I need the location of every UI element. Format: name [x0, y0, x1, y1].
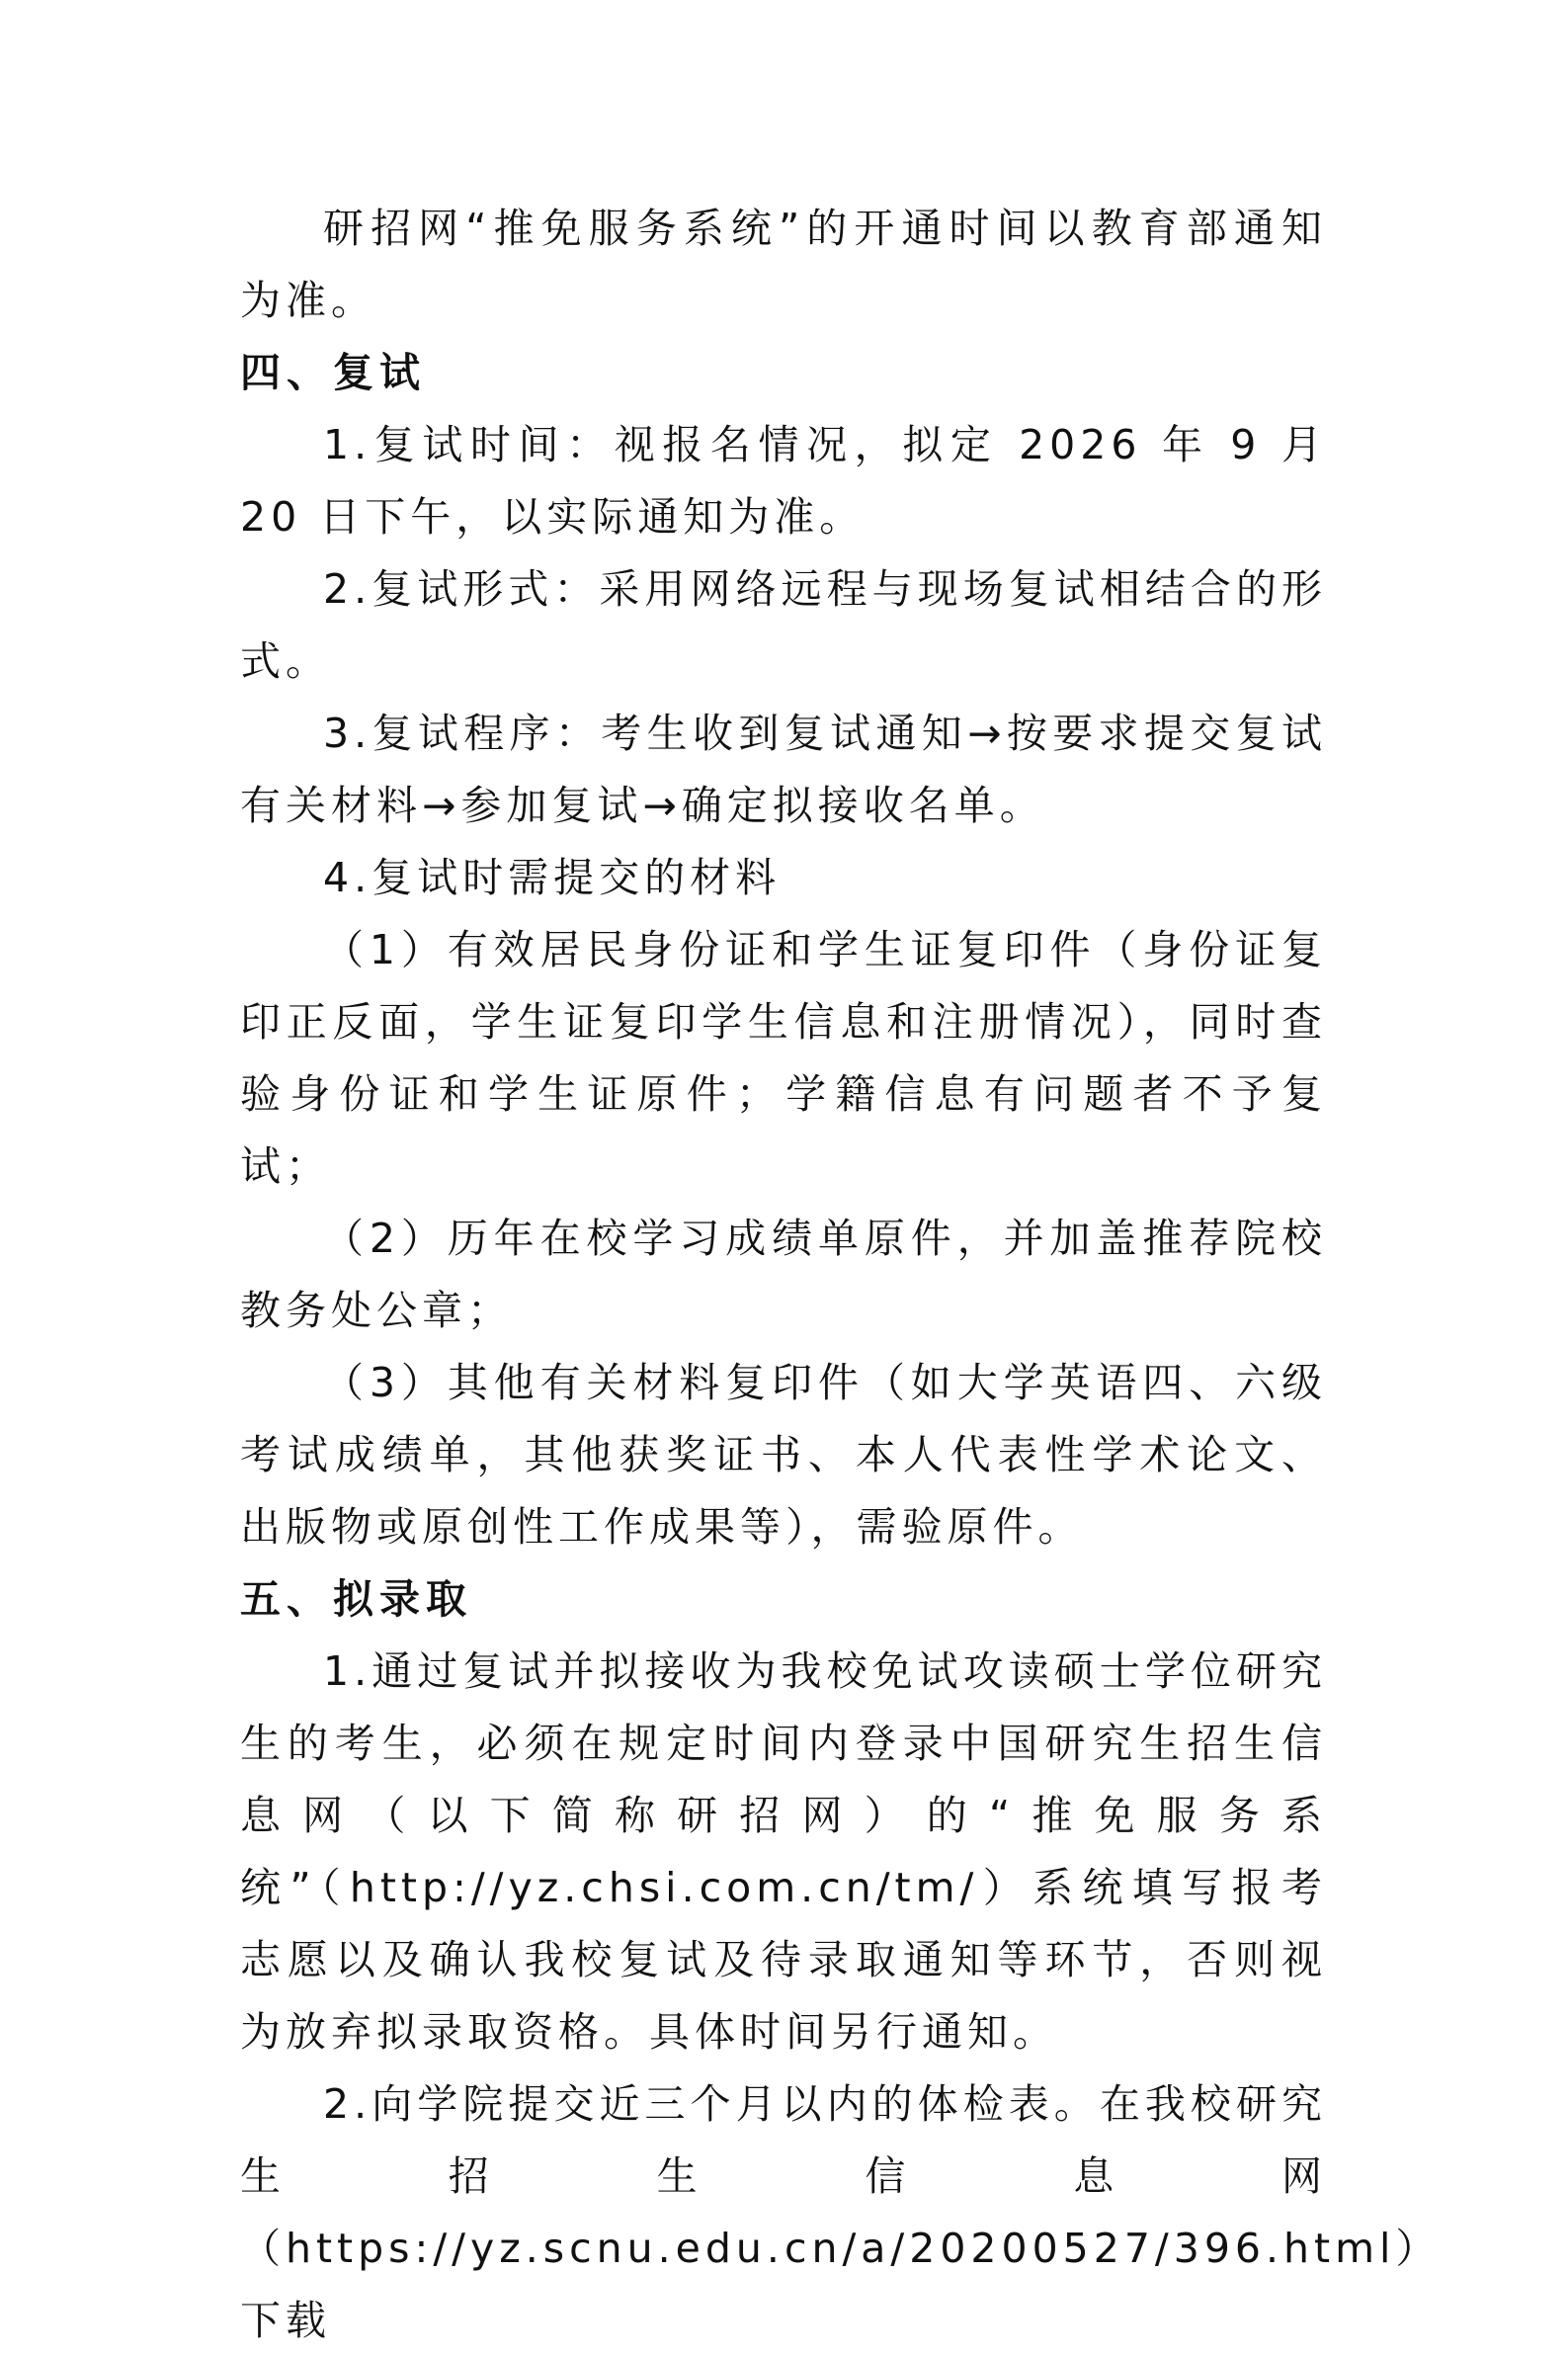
- paragraph-retest-format: 2.复试形式：采用网络远程与现场复试相结合的形式。: [240, 565, 1327, 685]
- section-heading-admission: 五、拟录取: [240, 1575, 472, 1623]
- document-body: [240, 193, 1442, 2357]
- paragraph-admission-1: 1.通过复试并拟接收为我校免试攻读硕士学位研究生的考生，必须在规定时间内登录中国研究生招生信息网（以下简称研招网）的“推免服务系统”（http://yz.chsi.com.cn/tm/）系统填写报考志愿以及确认我校复试及待录取通知等环节，否则视为放弃拟录取资格。具体时间另行通知。: [240, 1647, 1327, 2056]
- paragraph-material-3: （3）其他有关材料复印件（如大学英语四、六级考试成绩单，其他获奖证书、本人代表性学术论文、出版物或原创性工作成果等），需验原件。: [240, 1359, 1327, 1551]
- paragraph-tm-system-time: 研招网“推免服务系统”的开通时间以教育部通知为准。: [240, 205, 1327, 324]
- paragraph-material-2: （2）历年在校学习成绩单原件，并加盖推荐院校教务处公章；: [240, 1215, 1327, 1334]
- paragraph-retest-procedure: 3.复试程序：考生收到复试通知→按要求提交复试有关材料→参加复试→确定拟接收名单。: [240, 710, 1327, 829]
- paragraph-admission-2: 2.向学院提交近三个月以内的体检表。在我校研究生招生信息网（https://yz.scnu.edu.cn/a/20200527/396.html）下载: [240, 2080, 1442, 2344]
- paragraph-retest-materials-title: 4.复试时需提交的材料: [323, 854, 782, 901]
- paragraph-material-1: （1）有效居民身份证和学生证复印件（身份证复印正反面，学生证复印学生信息和注册情况），同时查验身份证和学生证原件；学籍信息有问题者不予复试；: [240, 926, 1327, 1190]
- paragraph-retest-time: 1.复试时间：视报名情况，拟定 2026 年 9 月 20 日下午，以实际通知为准。: [240, 421, 1327, 541]
- section-heading-retest: 四、复试: [240, 349, 426, 396]
